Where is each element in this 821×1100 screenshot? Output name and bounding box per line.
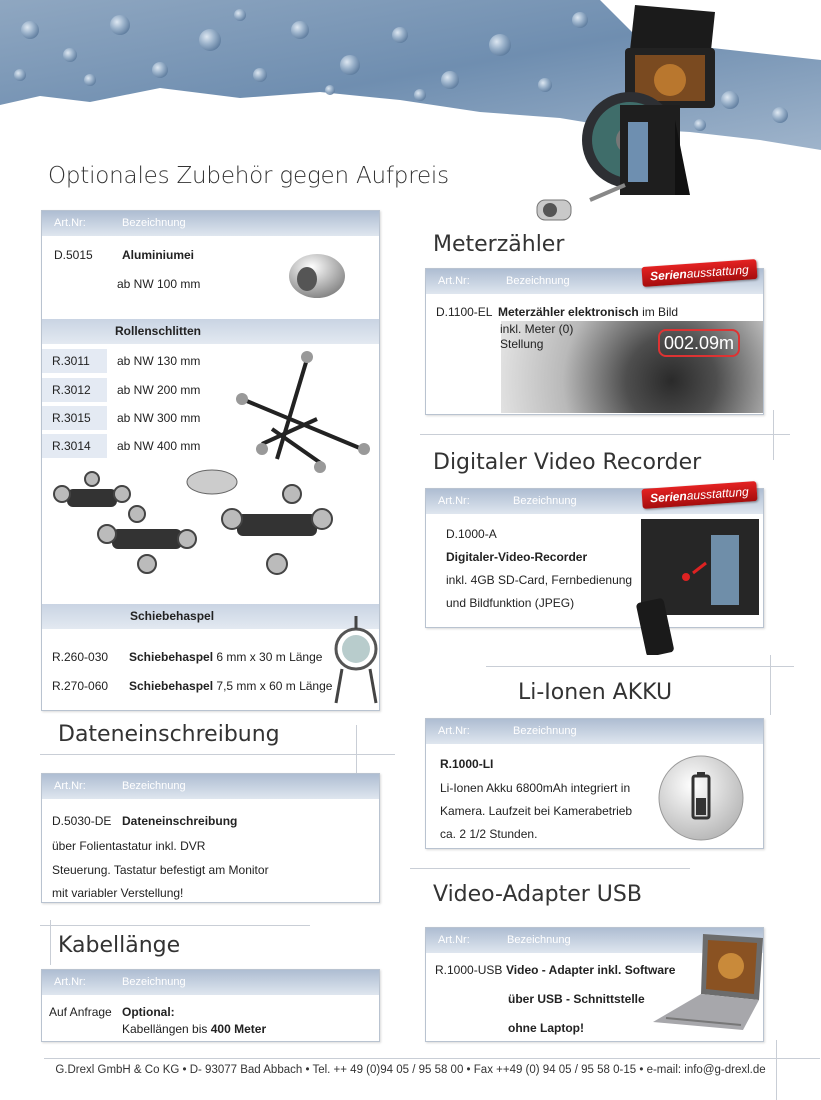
kabellaenge-name: Optional:	[122, 1005, 175, 1019]
aluminiumei-name: Aluminiumei	[122, 248, 195, 262]
meterzaehler-title: Meterzähler	[433, 232, 565, 257]
usb-line-3: ohne Laptop!	[508, 1021, 584, 1035]
dateneinschreibung-line-2: Steuerung. Tastatur befestigt am Monitor	[52, 863, 269, 877]
table-header: Art.Nr: Bezeichnung	[426, 719, 763, 744]
rollenschlitten-heading: Rollenschlitten	[42, 319, 379, 344]
meterzaehler-name-suffix: im Bild	[642, 305, 679, 319]
rollenschlitten-desc-1: ab NW 130 mm	[117, 354, 201, 368]
meterzaehler-line-1: inkl. Meter (0)	[500, 322, 574, 336]
battery-icon	[656, 754, 746, 847]
recorder-box	[425, 484, 764, 628]
table-header: Art.Nr: Bezeichnung	[42, 774, 379, 799]
rollenschlitten-code-2: R.3012	[42, 378, 107, 402]
aluminiumei-image	[287, 251, 347, 306]
aluminiumei-desc: ab NW 100 mm	[117, 277, 201, 291]
akku-box	[425, 718, 764, 849]
usb-line-2: über USB - Schnittstelle	[508, 992, 645, 1006]
rollenschlitten-code-1: R.3011	[42, 349, 107, 373]
schiebehaspel-heading: Schiebehaspel	[42, 604, 379, 629]
kabellaenge-code: Auf Anfrage	[49, 1005, 112, 1019]
meter-display: 002.09m	[658, 329, 740, 357]
table-header: Art.Nr: Bezeichnung	[426, 269, 763, 294]
meterzaehler-box	[425, 262, 764, 415]
accessories-box	[41, 210, 380, 711]
dateneinschreibung-code: D.5030-DE	[52, 814, 112, 828]
usb-title: Video-Adapter USB	[433, 882, 642, 907]
rollenschlitten-image	[42, 349, 379, 589]
kabellaenge-bold: 400 Meter	[210, 1022, 267, 1036]
table-header: Art.Nr: Bezeichnung	[426, 489, 763, 514]
akku-line-2: Kamera. Laufzeit bei Kamerabetrieb	[440, 804, 633, 818]
laptop-image	[651, 930, 766, 1045]
schiebehaspel-name-1: Schiebehaspel	[129, 650, 214, 664]
dateneinschreibung-line-3: mit variabler Verstellung!	[52, 886, 184, 900]
schiebehaspel-code-2: R.270-060	[52, 679, 109, 693]
rollenschlitten-desc-3: ab NW 300 mm	[117, 411, 201, 425]
rollenschlitten-code-4: R.3014	[42, 434, 107, 458]
recorder-code: D.1000-A	[446, 527, 497, 541]
dateneinschreibung-line-1: über Folientastatur inkl. DVR	[52, 839, 206, 853]
table-header: Art.Nr: Bezeichnung	[426, 928, 763, 953]
serienausstattung-badge: Serienausstattung	[641, 259, 757, 287]
schiebehaspel-name-2: Schiebehaspel	[129, 679, 214, 693]
usb-box	[425, 927, 764, 1042]
recorder-title: Digitaler Video Recorder	[433, 450, 702, 475]
page-title: Optionales Zubehör gegen Aufpreis	[48, 163, 449, 189]
footer-contact: G.Drexl GmbH & Co KG • D- 93077 Bad Abbach • Tel. ++ 49 (0)94 05 / 95 58 00 • Fax ++49 (0) 94 05 / 95 58 0-15 • e-mail: info@g-drexl.de	[55, 1064, 766, 1076]
dateneinschreibung-name: Dateneinschreibung	[122, 814, 238, 828]
serienausstattung-badge: Serienausstattung	[641, 481, 757, 509]
table-header: Art.Nr: Bezeichnung	[42, 211, 379, 236]
table-header: Art.Nr: Bezeichnung	[42, 970, 379, 995]
usb-code: R.1000-USB	[435, 963, 503, 977]
rollenschlitten-code-3: R.3015	[42, 406, 107, 430]
akku-code: R.1000-LI	[440, 757, 494, 771]
kabellaenge-box	[41, 969, 380, 1042]
kabellaenge-title: Kabellänge	[58, 933, 181, 958]
usb-line-1: Video - Adapter inkl. Software	[506, 963, 676, 977]
recorder-image	[631, 515, 764, 660]
aluminiumei-code: D.5015	[54, 248, 93, 262]
rollenschlitten-desc-4: ab NW 400 mm	[117, 439, 201, 453]
schiebehaspel-desc-1: 6 mm x 30 m Länge	[216, 650, 323, 664]
meterzaehler-name: Meterzähler elektronisch	[498, 305, 639, 319]
dateneinschreibung-box	[41, 773, 380, 903]
akku-line-3: ca. 2 1/2 Stunden.	[440, 827, 538, 841]
schiebehaspel-image	[332, 611, 380, 711]
meterzaehler-code: D.1100-EL	[436, 305, 493, 319]
recorder-line-2: und Bildfunktion (JPEG)	[446, 596, 575, 610]
akku-title: Li-Ionen AKKU	[518, 680, 673, 705]
kabellaenge-text: Kabellängen bis	[122, 1022, 208, 1036]
akku-line-1: Li-Ionen Akku 6800mAh integriert in	[440, 781, 631, 795]
recorder-name: Digitaler-Video-Recorder	[446, 550, 588, 564]
meterzaehler-line-2: Stellung	[500, 337, 544, 351]
rollenschlitten-desc-2: ab NW 200 mm	[117, 383, 201, 397]
schiebehaspel-desc-2: 7,5 mm x 60 m Länge	[216, 679, 333, 693]
recorder-line-1: inkl. 4GB SD-Card, Fernbedienung	[446, 573, 633, 587]
camera-reel-image	[525, 0, 725, 235]
schiebehaspel-code-1: R.260-030	[52, 650, 109, 664]
dateneinschreibung-title: Dateneinschreibung	[58, 722, 280, 747]
